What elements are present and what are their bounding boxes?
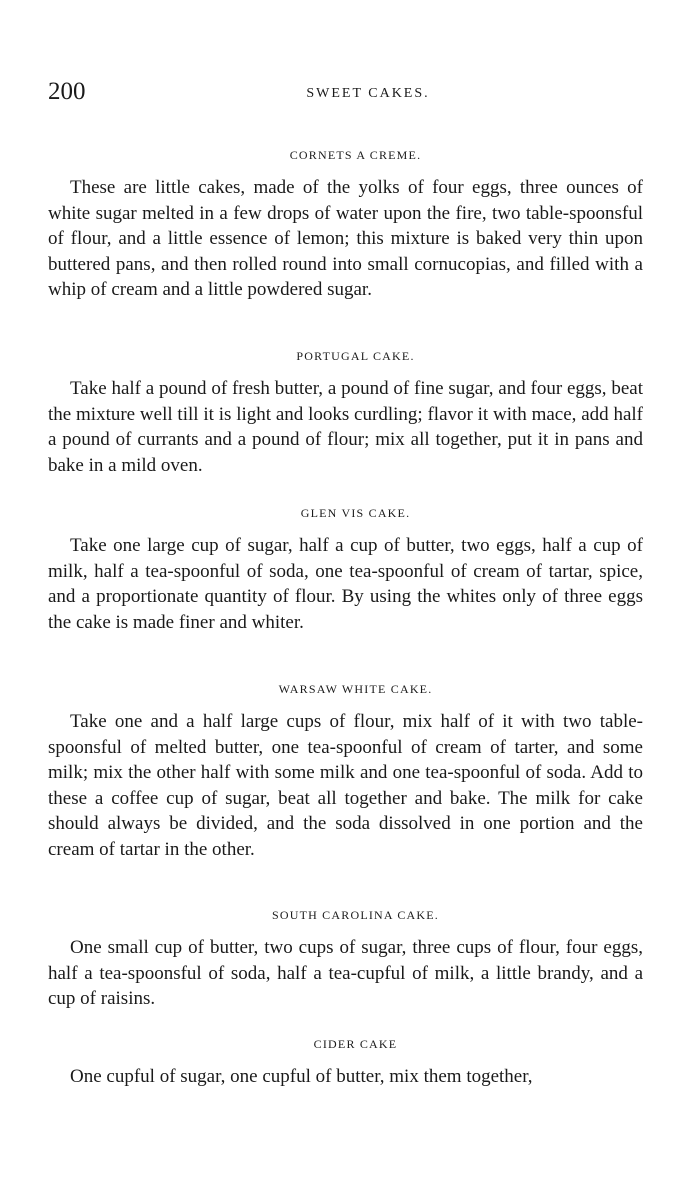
recipe-title: GLEN VIS CAKE. <box>300 506 411 520</box>
recipe-south-carolina-cake <box>48 907 643 1012</box>
recipe-warsaw-white-cake <box>48 681 643 862</box>
recipe-cornets-a-creme <box>48 147 643 303</box>
recipe-cider-cake <box>48 1036 643 1090</box>
recipe-body: Take one and a half large cups of flour, mix half of it with two table-spoonsful of melted butter, one tea-spoonful of cream of tarter, and some milk; mix the other half with some milk and one tea-spoonful of soda. Add to these a coffee cup of sugar, beat all together and bake. The milk for cake should always be divided, and the soda dissolved in one portion and the cream of tartar in the other. <box>48 711 643 860</box>
recipe-body: Take half a pound of fresh butter, a pound of fine sugar, and four eggs, beat the mixture well till it is light and looks curdling; flavor it with mace, add half a pound of currants and a pound of flour; mix all together, put it in pans and bake in a mild oven. <box>48 378 643 476</box>
recipe-title: WARSAW WHITE CAKE. <box>278 682 433 696</box>
recipe-portugal-cake <box>48 348 643 478</box>
page-header <box>48 78 643 108</box>
recipe-body: These are little cakes, made of the yolks of four eggs, three ounces of white sugar melted in a few drops of water upon the fire, two table-spoonsful of flour, and a little essence of lemon; this mixture is baked very thin upon buttered pans, and then rolled round into small cornucopias, and filled with a whip of cream and a little powdered sugar. <box>48 177 643 300</box>
recipe-body: One small cup of butter, two cups of sugar, three cups of flour, four eggs, half a tea-spoonsful of soda, half a tea-cupful of milk, a little brandy, and a cup of raisins. <box>48 937 643 1009</box>
recipe-title: SOUTH CAROLINA CAKE. <box>271 908 439 922</box>
recipe-title: PORTUGAL CAKE. <box>296 349 415 363</box>
running-head: SWEET CAKES. <box>306 86 430 101</box>
recipe-title: CORNETS A CREME. <box>289 148 422 162</box>
recipe-title: CIDER CAKE <box>313 1037 398 1051</box>
recipe-glen-vis-cake <box>48 505 643 635</box>
recipe-body: Take one large cup of sugar, half a cup of butter, two eggs, half a cup of milk, half a tea-spoonful of soda, one tea-spoonful of cream of tartar, spice, and a proportionate quantity of flour. By using the whites only of three eggs the cake is made finer and whiter. <box>48 535 643 633</box>
recipe-body: One cupful of sugar, one cupful of butter, mix them together, <box>70 1066 533 1087</box>
page-number: 200 <box>48 78 86 105</box>
